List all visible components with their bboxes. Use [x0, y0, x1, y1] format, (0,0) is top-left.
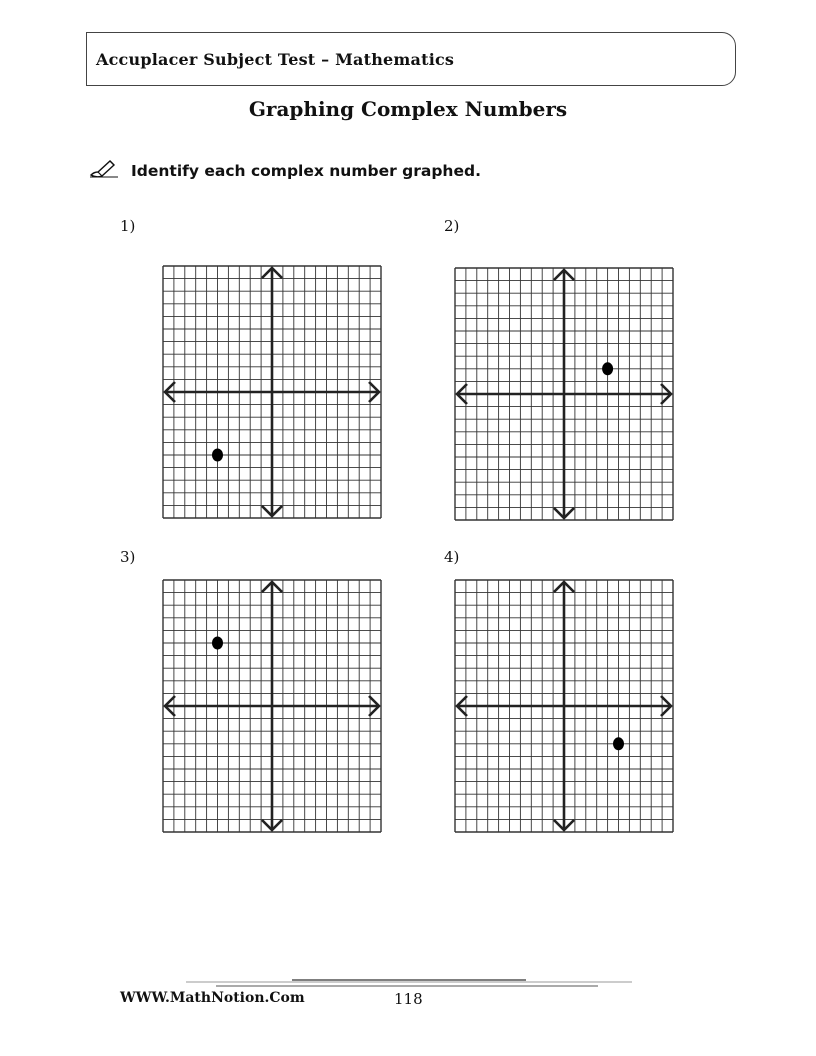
plotted-point	[602, 362, 613, 375]
plotted-point	[613, 737, 624, 750]
header-title: Accuplacer Subject Test – Mathematics	[96, 50, 455, 69]
plotted-point	[212, 449, 223, 462]
problem-2-graph	[455, 268, 673, 520]
complex-plane	[455, 580, 673, 832]
problem-4-graph	[455, 580, 673, 832]
problem-3-graph	[163, 580, 381, 832]
problem-1-graph	[163, 266, 381, 518]
problem-4-number: 4)	[444, 548, 460, 566]
problem-2-number: 2)	[444, 217, 460, 235]
complex-plane	[455, 268, 673, 520]
complex-plane	[163, 266, 381, 518]
problem-3-number: 3)	[120, 548, 136, 566]
plotted-point	[212, 637, 223, 650]
complex-plane	[163, 580, 381, 832]
footer-divider	[186, 976, 632, 988]
problem-1-number: 1)	[120, 217, 136, 235]
pencil-icon	[88, 158, 120, 180]
page-title: Graphing Complex Numbers	[248, 97, 568, 121]
instruction-text: Identify each complex number graphed.	[131, 162, 481, 180]
footer-site: WWW.MathNotion.Com	[120, 990, 305, 1006]
page-number: 118	[394, 990, 423, 1008]
